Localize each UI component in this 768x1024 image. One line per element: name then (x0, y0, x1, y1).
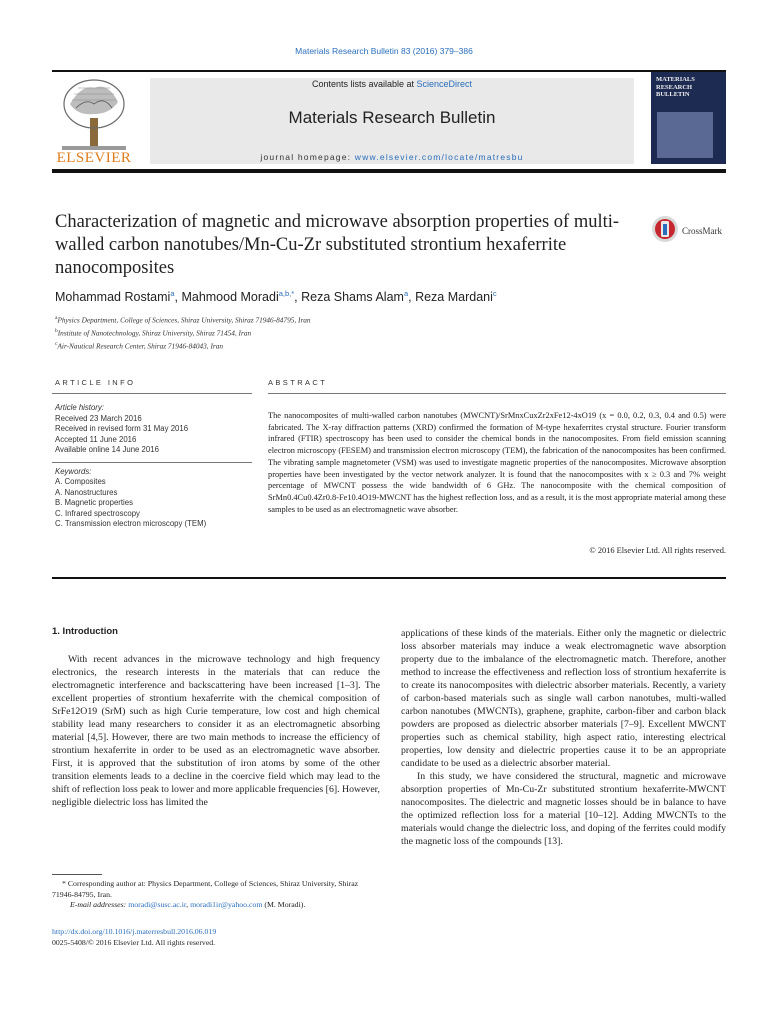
sciencedirect-link[interactable]: ScienceDirect (416, 79, 473, 89)
history-item: Available online 14 June 2016 (55, 445, 159, 454)
body-paragraph: With recent advances in the microwave technology and high frequency electronics, the research interests in the materials that can reduce the electromagnetic interference and backscattering have been increased [1–3]. The excellent properties of strontium hexaferrite with the chemical composition of SrFe12O19 (SrM) such as high Curie temperature, low cost and high chemical stability lead many researchers to consider it as an electromagnetic absorbing material [4,5]. However, there are two main methods to increase the efficiency of strontium hexaferrite in order to be used as an electromagnetic wave absorber. First, it is approved that the substitution of iron atoms by some of the other transition elements leads to a decline in the coercive field which may lead to the shift of reflection loss peak to lower and more applicable frequencies [6]. However, negligible dielectric loss has limited the (52, 654, 380, 808)
email-link[interactable]: moradi1ir@yahoo.com (190, 900, 263, 909)
email-suffix: (M. Moradi). (262, 900, 306, 909)
affiliation-key: b (55, 327, 58, 334)
keywords-label: Keywords: (55, 466, 92, 476)
affiliation-item (55, 326, 655, 339)
homepage-link[interactable]: www.elsevier.com/locate/matresbu (354, 152, 524, 162)
publication-info (52, 927, 382, 948)
email-separator: , (186, 900, 191, 909)
author-name: Mohammad Rostami (55, 290, 171, 305)
contents-prefix: Contents lists available at (311, 79, 417, 89)
history-item: Received in revised form 31 May 2016 (55, 424, 189, 433)
affiliation-item (55, 339, 655, 352)
history-item: Received 23 March 2016 (55, 413, 142, 423)
journal-name: Materials Research Bulletin (288, 108, 496, 127)
author-name: Reza Mardani (415, 290, 493, 305)
author-list (55, 289, 705, 304)
header-top-rule (52, 70, 726, 72)
history-item: Accepted 11 June 2016 (55, 434, 137, 444)
doi-link[interactable]: http://dx.doi.org/10.1016/j.materresbull.2016.06.019 (52, 927, 217, 936)
author-separator: , (408, 290, 416, 305)
body-left-column (52, 653, 380, 809)
affiliation-text: Physics Department, College of Sciences, Shiraz University, Shiraz 71946-84795, Iran (57, 315, 311, 325)
body-paragraph: applications of these kinds of the materials. Either only the magnetic or dielectric loss absorber materials may induce a weak electromagnetic wave absorption property due to the imbalance of the electromagnetic match. Therefore, another method to increase the effectiveness and reflection loss of strontium hexaferrite is to create its nanocomposites with dielectric absorber materials. Recently, a variety of carbon-based materials such as single wall carbon nanotubes, multi-walled carbon nanotubes (MWCNTs), graphene, graphite, carbon-fiber and carbon black powders are proposed as dielectric absorber materials [7–9]. Excellent MWCNT properties such as chemical stability, high aspect ratio, interesting electrical properties, low density and dielectric properties cause it to be an appropriate candidate to be used as a dielectric absorber material. (401, 628, 726, 769)
article-info-heading: ARTICLE INFO (55, 378, 136, 387)
keyword-item: A. Nanostructures (55, 487, 118, 497)
journal-cover-image (651, 72, 726, 164)
homepage-prefix: journal homepage: (260, 152, 355, 162)
abstract-text: The nanocomposites of multi-walled carbon nanotubes (MWCNT)/SrMnxCuxZr2xFe12-4xO19 (x = 0.0, 0.2, 0.3, 0.4 and 0.5) were fabricated. The X-ray diffraction patterns (XRD) confirmed the formation of M-type hexaferrites crystal structure. Fourier transform infrared (FTIR) spectroscopy has been used to consider the chemical bonds in the nanocomposites. From field emission scanning electron microscopy (FESEM) and transmission electron microscopy (TEM), the fabrication of the nanocomposites has been confirmed. The vibrating sample magnetometer (VSM) was used to investigate magnetic properties of the nanocomposites. Microwave absorption properties have been investigated by the vector network analyzer. It is found that the nanocomposites with x ≥ 0.3 and 7% weight percentage of MWCNT possess the wide bandwidth of 6 GHz. The nanocomposite with the chemical composition of SrMn0.4Cu0.4Zr0.8-Fe10.4O19-MWCNT has the highest reflection loss, and as a result, it is the most appropriate material among these samples to be used as an electromagnetic wave absorber. (268, 411, 726, 514)
author-separator: , (174, 290, 182, 305)
abstract-rule (268, 393, 726, 394)
author-affiliation-marker[interactable]: a (170, 289, 175, 298)
affiliations (55, 313, 655, 352)
section-heading: 1. Introduction (52, 626, 118, 637)
journal-citation[interactable]: Materials Research Bulletin 83 (2016) 379–386 (295, 46, 473, 56)
crossmark-label[interactable]: CrossMark (682, 226, 722, 236)
affiliation-key: a (55, 315, 58, 321)
author-name: Mahmood Moradi (181, 290, 279, 305)
body-paragraph: In this study, we have considered the structural, magnetic and microwave absorption properties of Mn-Cu-Zr substituted strontium hexaferrite-MWCNT nanocomposites. The dielectric and magnetic losses should be in balance to have the optimized reflection loss for a material [10–12]. Adding MWCNTs to the materials would change the dielectric loss, and doping of the ferrites could modify the magnetic loss of the compounds [13]. (401, 771, 726, 847)
email-label: E-mail addresses: (70, 900, 129, 909)
journal-homepage-line (150, 152, 634, 162)
email-line (52, 900, 380, 911)
affiliation-text: Institute of Nanotechnology, Shiraz University, Shiraz 71454, Iran (57, 328, 252, 338)
contents-line (150, 79, 634, 89)
author-affiliation-marker[interactable]: a,b,* (278, 289, 295, 298)
keyword-item: C. Infrared spectroscopy (55, 508, 140, 518)
affiliation-key: c (55, 340, 58, 347)
keyword-item: A. Composites (55, 477, 106, 486)
corresponding-author-note: * Corresponding author at: Physics Department, College of Sciences, Shiraz University, Shiraz 71946-84795, Iran. (52, 879, 359, 899)
keyword-item: B. Magnetic properties (55, 498, 134, 507)
cover-artwork (657, 112, 713, 158)
issn-line: 0025-5408/© 2016 Elsevier Ltd. All rights reserved. (52, 937, 216, 947)
history-label: Article history: (55, 403, 104, 412)
body-right-column (401, 627, 726, 848)
author-separator: , (294, 290, 302, 305)
email-link[interactable]: moradi@susc.ac.ir (128, 900, 187, 909)
keyword-item: C. Transmission electron microscopy (TEM) (55, 519, 207, 528)
footnote-rule (52, 874, 102, 875)
author-affiliation-marker[interactable]: a (403, 289, 409, 298)
cover-title: MATERIALS RESEARCH BULLETIN (656, 76, 695, 98)
author-affiliation-marker[interactable]: c (492, 289, 497, 298)
article-title: Characterization of magnetic and microwave absorption properties of multi-walled carbon nanotubes/Mn-Cu-Zr substituted strontium hexaferrite nanocomposites (55, 212, 620, 278)
corresponding-author-footnote (52, 879, 380, 911)
keywords-rule (52, 462, 252, 463)
abstract-bottom-rule (52, 577, 726, 579)
publisher-wordmark: ELSEVIER (56, 150, 132, 166)
abstract-copyright: © 2016 Elsevier Ltd. All rights reserved. (589, 546, 726, 555)
article-info-block (55, 403, 255, 530)
article-info-rule (52, 393, 252, 394)
abstract-heading: ABSTRACT (268, 378, 328, 387)
author-name: Reza Shams Alam (301, 290, 404, 305)
affiliation-text: Air-Nautical Research Center, Shiraz 71946-84043, Iran (57, 341, 224, 351)
header-bottom-rule (52, 169, 726, 173)
affiliation-item (55, 313, 655, 326)
